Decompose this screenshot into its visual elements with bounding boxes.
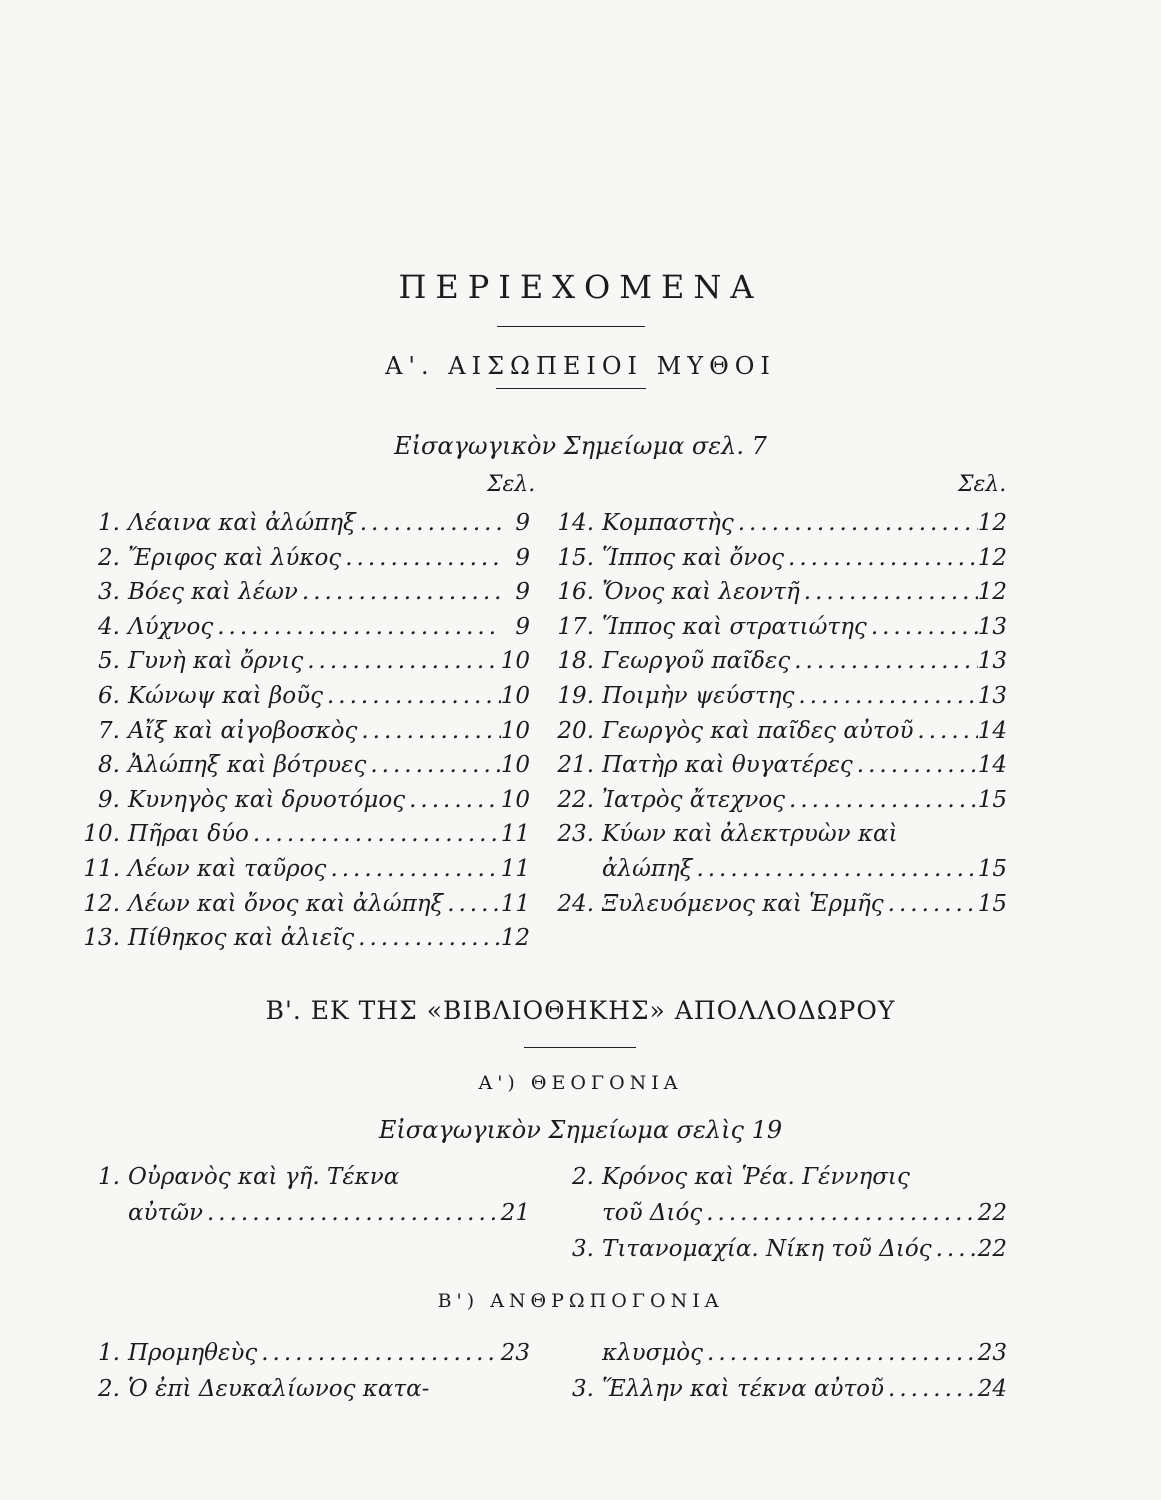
toc-entry-title: Λέων καὶ ὄνος καὶ ἀλώπηξ [128, 890, 444, 917]
toc-entry-page: 13 [977, 648, 1007, 675]
toc-entry-title: Γυνὴ καὶ ὄρνις [128, 648, 304, 675]
dot-leader [303, 644, 501, 678]
toc-entry-page: 23 [977, 1340, 1007, 1366]
toc-entry [552, 1336, 1007, 1370]
toc-entry [552, 887, 1007, 921]
dot-leader [323, 679, 501, 713]
dot-leader [800, 575, 978, 609]
toc-entry-title: Προμηθεὺς [128, 1340, 258, 1366]
dot-leader [298, 575, 502, 609]
toc-entry-title: Κρόνος καὶ Ῥέα. Γέννησις [602, 1164, 910, 1190]
section-a-heading: Α'. ΑΙΣΩΠΕΙΟΙ ΜΥΘΟΙ [385, 352, 776, 380]
dot-leader [257, 1336, 501, 1370]
toc-entry-page: 14 [977, 717, 1007, 744]
dot-leader [734, 506, 978, 540]
dot-leader [692, 852, 977, 886]
toc-entry [552, 1196, 1007, 1230]
toc-entry-page: 9 [515, 544, 530, 571]
toc-entry-number: 13. [83, 925, 120, 952]
toc-entry-page: 12 [500, 925, 530, 952]
toc-entry-title: Γεωργοῦ παῖδες [602, 648, 791, 675]
toc-entry-number [78, 1196, 120, 1230]
toc-entry-number: 9. [98, 786, 120, 813]
toc-entry-page: 15 [977, 856, 1007, 882]
dot-leader [341, 541, 502, 575]
toc-entry-page: 10 [500, 683, 530, 709]
toc-entry-page: 22 [977, 1200, 1007, 1226]
toc-entry-number: 24. [557, 890, 594, 917]
toc-entry-page: 12 [977, 544, 1007, 571]
toc-entry-page: 21 [500, 1200, 530, 1226]
section-b-divider [524, 1047, 636, 1048]
toc-entry-number: 8. [98, 752, 120, 779]
toc-entry [552, 714, 1007, 748]
toc-entry-number: 17. [557, 613, 594, 640]
section-b-heading: Β'. ΕΚ ΤΗΣ «ΒΙΒΛΙΟΘΗΚΗΣ» ΑΠΟΛΛΟΔΩΡΟΥ [265, 996, 896, 1025]
toc-entry-number: 4. [98, 613, 120, 640]
toc-entry [78, 783, 530, 817]
dot-leader [785, 783, 978, 817]
dot-leader [884, 1372, 978, 1406]
dot-leader [703, 1336, 978, 1370]
section-a-intro-note: Εἰσαγωγικὸν Σημείωμα σελ. 7 [394, 432, 767, 460]
toc-entry [552, 506, 1007, 540]
toc-entry-number: 3. [572, 1236, 594, 1262]
toc-entry-number: 12. [83, 890, 120, 917]
dot-leader [867, 610, 978, 644]
toc-entry-page: 9 [515, 579, 530, 606]
left-column-page-header: Σελ. [487, 472, 536, 497]
toc-entry-page: 11 [500, 856, 530, 882]
toc-entry [78, 506, 530, 540]
toc-entry-number: 10. [83, 821, 120, 848]
toc-entry-page: 23 [500, 1340, 530, 1366]
page-title: ΠΕΡΙΕΧΟΜΕΝΑ [398, 268, 763, 306]
toc-entry-title: Ὁ ἐπὶ Δευκαλίωνος κατα- [128, 1376, 430, 1402]
toc-entry-number: 1. [98, 510, 120, 536]
toc-entry-title: Ἵππος καὶ στρατιώτης [602, 613, 867, 640]
toc-entry-title: Κομπαστὴς [602, 510, 734, 536]
toc-entry [78, 1160, 530, 1194]
dot-leader [366, 748, 500, 782]
toc-entry [552, 679, 1007, 713]
toc-entry [552, 817, 1007, 851]
toc-entry-title: Ὄνος καὶ λεοντῆ [602, 579, 800, 606]
toc-entry-title: Πατὴρ καὶ θυγατέρες [602, 752, 853, 779]
toc-entry-title: Οὐρανὸς καὶ γῆ. Τέκνα [128, 1164, 400, 1190]
dot-leader [790, 644, 978, 678]
toc-entry-page: 12 [977, 579, 1007, 606]
toc-entry-number [552, 1336, 594, 1370]
toc-entry [552, 748, 1007, 782]
toc-entry-title: κλυσμὸς [602, 1340, 704, 1366]
toc-entry-number: 7. [98, 717, 120, 744]
toc-entry [78, 817, 530, 851]
toc-entry-page: 15 [977, 786, 1007, 813]
theogony-heading: Α') ΘΕΟΓΟΝΙΑ [478, 1072, 683, 1094]
toc-entry [78, 1196, 530, 1230]
toc-entry-title: Ποιμὴν ψεύστης [602, 683, 795, 709]
toc-entry-title: Κυνηγὸς καὶ δρυοτόμος [128, 786, 406, 813]
toc-entry [552, 610, 1007, 644]
toc-entry [552, 783, 1007, 817]
toc-entry-title: Ἵππος καὶ ὄνος [602, 544, 785, 571]
toc-entry-number: 23. [557, 821, 594, 848]
section-a-divider [496, 388, 646, 389]
dot-leader [354, 921, 501, 955]
toc-entry-page: 10 [500, 648, 530, 675]
toc-entry-page: 9 [515, 613, 530, 640]
toc-entry-number: 21. [557, 752, 594, 779]
toc-entry [78, 852, 530, 886]
dot-leader [213, 610, 502, 644]
toc-entry-page: 13 [977, 683, 1007, 709]
toc-entry [552, 1160, 1007, 1194]
dot-leader [884, 887, 978, 921]
toc-entry-title: Ἔριφος καὶ λύκος [128, 544, 342, 571]
toc-entry-title: Πῆραι δύο [128, 821, 249, 848]
toc-entry-number: 15. [557, 544, 594, 571]
toc-entry [552, 575, 1007, 609]
toc-entry-title: Κώνωψ καὶ βοῦς [128, 683, 323, 709]
toc-entry [78, 1372, 530, 1406]
toc-entry [78, 575, 530, 609]
toc-entry-title: Ἰατρὸς ἄτεχνος [602, 786, 786, 813]
toc-entry [78, 714, 530, 748]
dot-leader [794, 679, 977, 713]
right-column-page-header: Σελ. [958, 472, 1007, 497]
toc-entry-number: 2. [98, 1376, 120, 1402]
toc-entry-title: ἀλώπηξ [602, 856, 693, 882]
toc-entry-number: 2. [572, 1164, 594, 1190]
toc-entry-title: Γεωργὸς καὶ παῖδες αὐτοῦ [602, 717, 914, 744]
toc-entry [552, 1232, 1007, 1266]
toc-entry-page: 24 [977, 1376, 1007, 1402]
spacer [429, 1372, 502, 1406]
toc-entry-title: Πίθηκος καὶ ἁλιεῖς [128, 925, 355, 952]
toc-entry-page: 14 [977, 752, 1007, 779]
toc-entry [78, 610, 530, 644]
toc-entry [552, 1372, 1007, 1406]
toc-entry [78, 644, 530, 678]
toc-entry-number: 2. [98, 544, 120, 571]
toc-entry-number: 20. [557, 717, 594, 744]
toc-entry-page: 10 [500, 752, 530, 779]
toc-entry-page: 15 [977, 890, 1007, 917]
toc-entry-number: 22. [557, 786, 594, 813]
toc-entry-title: Λέαινα καὶ ἀλώπηξ [128, 510, 356, 536]
toc-entry-page [502, 1372, 530, 1406]
anthropogony-heading: Β') ΑΝΘΡΩΠΟΓΟΝΙΑ [437, 1290, 724, 1312]
toc-entry [78, 679, 530, 713]
toc-entry-page: 13 [977, 613, 1007, 640]
dot-leader [326, 852, 500, 886]
toc-entry-page: 11 [500, 821, 530, 848]
toc-entry-number: 3. [572, 1376, 594, 1402]
toc-entry-number: 3. [98, 579, 120, 606]
toc-entry-title: Λέων καὶ ταῦρος [128, 856, 327, 882]
toc-entry-number: 19. [557, 683, 594, 709]
toc-entry-title: Ἀλώπηξ καὶ βότρυες [128, 752, 367, 779]
toc-entry-page: 10 [500, 786, 530, 813]
toc-entry-number: 6. [98, 683, 120, 709]
dot-leader [932, 1232, 978, 1266]
toc-entry-title: Βόες καὶ λέων [128, 579, 298, 606]
toc-entry-page [979, 817, 1007, 851]
dot-leader [356, 506, 502, 540]
toc-entry-number: 1. [98, 1340, 120, 1366]
toc-entry-page: 11 [500, 890, 530, 917]
toc-entry-page [979, 1160, 1007, 1194]
toc-entry-title: Ξυλευόμενος καὶ Ἑρμῆς [602, 890, 884, 917]
toc-entry [552, 852, 1007, 886]
dot-leader [405, 783, 501, 817]
spacer [898, 817, 979, 851]
toc-entry [78, 887, 530, 921]
toc-entry-page [502, 1160, 530, 1194]
toc-entry-title: Λύχνος [128, 613, 214, 640]
dot-leader [357, 714, 500, 748]
toc-entry-number [552, 1196, 594, 1230]
toc-entry-number: 14. [557, 510, 594, 536]
toc-entry-number: 16. [557, 579, 594, 606]
toc-entry-page: 10 [500, 717, 530, 744]
dot-leader [443, 887, 501, 921]
toc-entry-title: Τιτανομαχία. Νίκη τοῦ Διός [602, 1236, 932, 1262]
toc-entry-title: Αἴξ καὶ αἰγοβοσκὸς [128, 717, 358, 744]
toc-entry-page: 9 [515, 510, 530, 536]
toc-entry-title: τοῦ Διός [602, 1200, 703, 1226]
toc-entry-number: 18. [557, 648, 594, 675]
dot-leader [913, 714, 977, 748]
toc-entry-page: 22 [977, 1236, 1007, 1262]
toc-entry [78, 1336, 530, 1370]
toc-entry-title: αὐτῶν [128, 1200, 203, 1226]
toc-entry-number: 1. [98, 1164, 120, 1190]
theogony-intro-note: Εἰσαγωγικὸν Σημείωμα σελὶς 19 [378, 1116, 783, 1144]
toc-entry [78, 541, 530, 575]
toc-entry [552, 541, 1007, 575]
spacer [910, 1160, 979, 1194]
dot-leader [853, 748, 978, 782]
spacer [399, 1160, 502, 1194]
toc-entry [78, 748, 530, 782]
title-divider [497, 326, 645, 327]
toc-entry-title: Ἕλλην καὶ τέκνα αὐτοῦ [602, 1376, 885, 1402]
toc-entry-page: 12 [977, 510, 1007, 536]
dot-leader [702, 1196, 977, 1230]
toc-entry-number: 5. [98, 648, 120, 675]
toc-entry [552, 644, 1007, 678]
dot-leader [203, 1196, 501, 1230]
toc-entry-number [552, 852, 594, 886]
toc-entry-title: Κύων καὶ ἀλεκτρυὼν καὶ [602, 821, 898, 848]
dot-leader [784, 541, 978, 575]
dot-leader [249, 817, 501, 851]
toc-entry [78, 921, 530, 955]
toc-entry-number: 11. [83, 856, 120, 882]
